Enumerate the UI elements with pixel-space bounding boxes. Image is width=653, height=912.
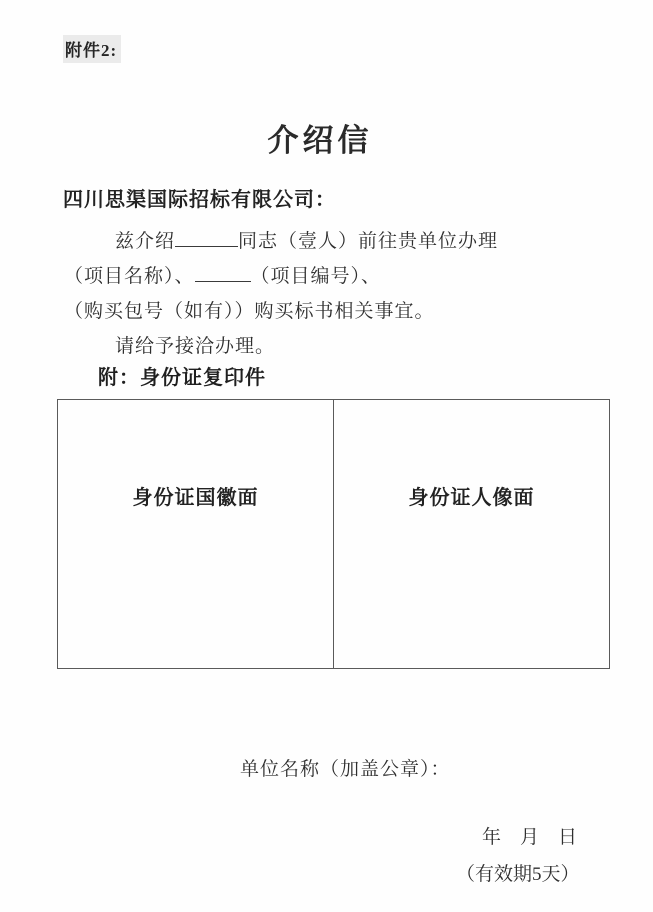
project-name-label: （项目名称）、: [64, 266, 195, 287]
body-line-package: （购买包号（如有））购买标书相关事宜。: [64, 301, 435, 322]
body-line-introduce-prefix: 兹介绍: [115, 231, 176, 252]
body-line-introduce: [115, 226, 498, 253]
name-blank-field: [175, 229, 238, 247]
id-copy-box: [57, 399, 610, 669]
id-box-portrait-cell: [334, 400, 609, 668]
project-number-label: （项目编号）、: [250, 266, 382, 287]
page-title: 介绍信: [267, 123, 373, 158]
id-copy-attachment-note: 附：身份证复印件: [98, 367, 266, 389]
recipient-company-line: 四川思渠国际招标有限公司：: [63, 189, 336, 211]
company-seal-line: 单位名称（加盖公章）：: [240, 759, 451, 780]
body-line-project: [64, 261, 381, 288]
id-emblem-side-label: 身份证国徽面: [132, 487, 259, 509]
id-portrait-side-label: 身份证人像面: [408, 487, 535, 509]
id-box-emblem-cell: [58, 400, 334, 668]
date-line: 年 月 日: [482, 827, 578, 848]
body-line-closing: 请给予接洽办理。: [115, 336, 276, 357]
body-line-introduce-suffix: 同志（壹人）前往贵单位办理: [238, 231, 499, 252]
validity-period-note: （有效期5天）: [456, 864, 580, 885]
attachment-number-label: 附件2:: [63, 35, 121, 63]
project-number-blank-field: [195, 264, 251, 282]
